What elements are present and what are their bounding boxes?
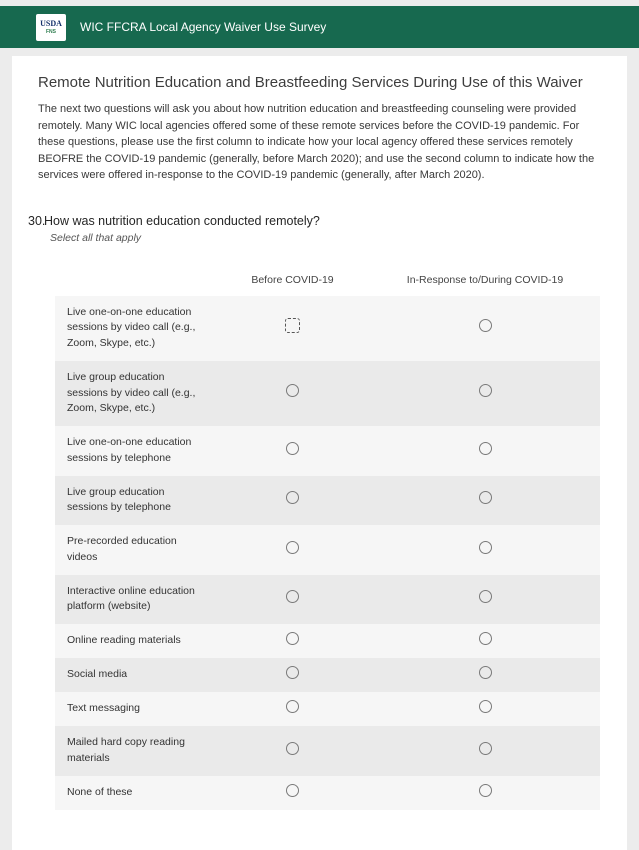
section-heading: Remote Nutrition Education and Breastfeeding Services During Use of this Waiver bbox=[38, 74, 583, 91]
radio-during-covid[interactable] bbox=[479, 742, 492, 755]
radio-before-covid[interactable] bbox=[286, 590, 299, 603]
survey-title: WIC FFCRA Local Agency Waiver Use Survey bbox=[80, 20, 327, 34]
row-label: Interactive online education platform (website) bbox=[67, 584, 195, 613]
radio-before-covid[interactable] bbox=[286, 666, 299, 679]
row-label: Live one-on-one education sessions by video call (e.g., Zoom, Skype, etc.) bbox=[67, 305, 196, 349]
table-row bbox=[55, 575, 600, 625]
table-row bbox=[55, 726, 600, 776]
radio-before-covid[interactable] bbox=[286, 541, 299, 554]
table-row bbox=[55, 296, 600, 361]
row-label: Live one-on-one education sessions by telephone bbox=[67, 436, 192, 464]
radio-during-covid[interactable] bbox=[479, 700, 492, 713]
radio-before-covid[interactable] bbox=[286, 442, 299, 455]
radio-during-covid[interactable] bbox=[479, 632, 492, 645]
matrix-header-empty bbox=[55, 268, 215, 296]
row-label: Online reading materials bbox=[67, 634, 181, 647]
table-row bbox=[55, 692, 600, 726]
row-label: Live group education sessions by video call (e.g., Zoom, Skype, etc.) bbox=[67, 370, 196, 415]
table-row bbox=[55, 776, 600, 810]
fns-logo-text: FNS bbox=[46, 28, 56, 35]
row-label: Mailed hard copy reading materials bbox=[67, 736, 185, 764]
radio-before-covid[interactable] bbox=[286, 491, 299, 504]
radio-during-covid[interactable] bbox=[479, 541, 492, 554]
column-header-during-covid: In-Response to/During COVID-19 bbox=[370, 268, 600, 296]
table-row bbox=[55, 525, 600, 575]
radio-before-covid[interactable] bbox=[286, 384, 299, 397]
usda-logo-text: USDA bbox=[40, 18, 62, 28]
radio-during-covid[interactable] bbox=[479, 666, 492, 679]
radio-during-covid[interactable] bbox=[479, 319, 492, 332]
section-intro: The next two questions will ask you about how nutrition education and breastfeeding counseling were provided remotely. Many WIC local agencies offered some of these remote services before the COVID-19 pandemic. For these questions, please use the first column to indicate how your local agency offered these services remotely BEOFRE the COVID-19 pandemic (generally, before March 2020); and use the second column to indicate how the services were offered in-response to the COVID-19 pandemic (generally, after March 2020). bbox=[38, 103, 595, 181]
radio-before-covid[interactable] bbox=[286, 742, 299, 755]
radio-during-covid[interactable] bbox=[479, 384, 492, 397]
matrix-table bbox=[55, 268, 600, 810]
question-text: How was nutrition education conducted remotely? bbox=[44, 213, 320, 228]
radio-before-covid[interactable] bbox=[285, 318, 300, 333]
radio-during-covid[interactable] bbox=[479, 442, 492, 455]
row-label: Social media bbox=[67, 668, 128, 681]
radio-during-covid[interactable] bbox=[479, 590, 492, 603]
row-label: None of these bbox=[67, 785, 133, 798]
matrix-header-row bbox=[55, 268, 600, 296]
question-hint: Select all that apply bbox=[50, 231, 142, 244]
column-header-before-covid: Before COVID-19 bbox=[215, 268, 370, 296]
question-30 bbox=[28, 213, 601, 810]
survey-card bbox=[12, 56, 627, 850]
survey-header bbox=[0, 6, 639, 48]
row-label: Text messaging bbox=[67, 702, 140, 715]
table-row bbox=[55, 426, 600, 476]
table-row bbox=[55, 624, 600, 658]
row-label: Pre-recorded education videos bbox=[67, 535, 177, 563]
radio-before-covid[interactable] bbox=[286, 700, 299, 713]
usda-logo bbox=[36, 14, 66, 41]
table-row bbox=[55, 361, 600, 426]
radio-during-covid[interactable] bbox=[479, 784, 492, 797]
row-label: Live group education sessions by telephone bbox=[67, 485, 171, 514]
radio-before-covid[interactable] bbox=[286, 632, 299, 645]
radio-during-covid[interactable] bbox=[479, 491, 492, 504]
table-row bbox=[55, 658, 600, 692]
question-number: 30. bbox=[28, 213, 46, 228]
table-row bbox=[55, 476, 600, 526]
radio-before-covid[interactable] bbox=[286, 784, 299, 797]
